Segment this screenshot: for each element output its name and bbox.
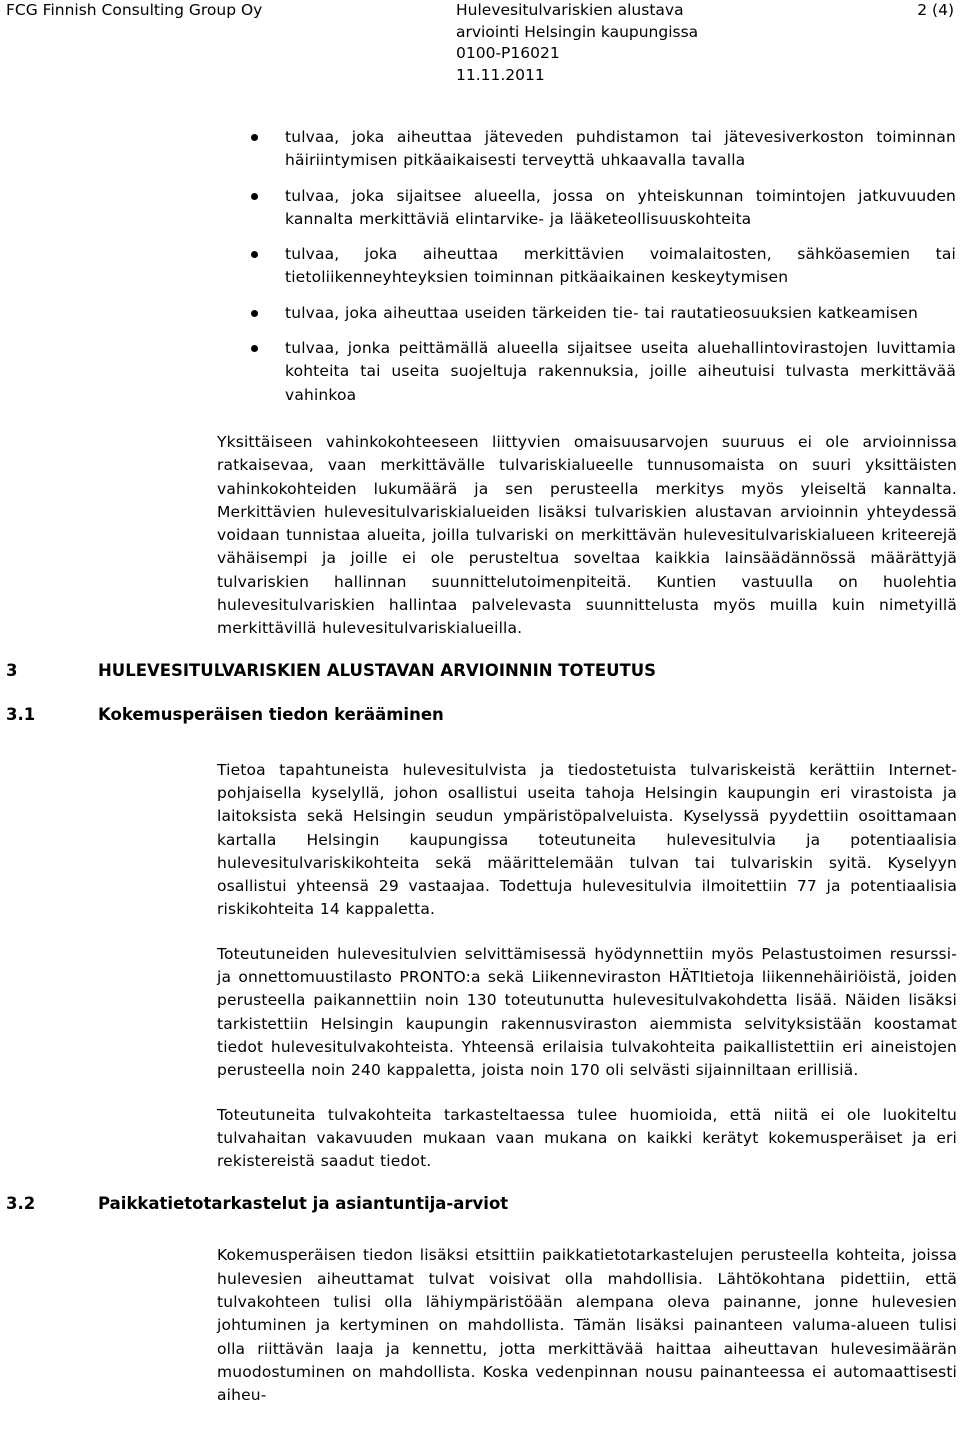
company-name: FCG Finnish Consulting Group Oy xyxy=(6,1,263,19)
document-title-line1: Hulevesitulvariskien alustava xyxy=(456,1,684,19)
list-item: tulvaa, joka sijaitsee alueella, jossa on yhteiskunnan toimintojen jatkuvuuden kannalta merkittäviä elintarvike- ja lääketeollisuuskohteita xyxy=(0,185,956,232)
section-title: Paikkatietotarkastelut ja asiantuntija-arviot xyxy=(98,1194,509,1214)
section-title: Kokemusperäisen tiedon kerääminen xyxy=(98,704,444,724)
list-item: tulvaa, joka aiheuttaa merkittävien voimalaitosten, sähköasemien tai tietoliikenneyhteyksien toiminnan pitkäaikainen keskeytymisen xyxy=(0,243,956,290)
section-number: 3 xyxy=(6,660,18,680)
criteria-list xyxy=(0,126,960,407)
section-3-1-heading xyxy=(0,705,960,729)
section-title: HULEVESITULVARISKIEN ALUSTAVAN ARVIOINNIN TOTEUTUS xyxy=(98,660,657,680)
document-info xyxy=(456,0,698,86)
list-item: tulvaa, joka aiheuttaa jäteveden puhdistamon tai jätevesiverkoston toiminnan häiriintymisen pitkäaikaisesti terveyttä uhkaavalla tavalla xyxy=(0,126,956,173)
paragraph-3-1-a: Tietoa tapahtuneista hulevesitulvista ja tiedostetuista tulvariskeistä kerättiin Internet-pohjaisella kyselyllä, johon osallistui useita tahoja Helsingin kaupungin eri virastoista ja laitoksista sekä Helsingin seudun ympäristöpalveluista. Kyselyssä pyydettiin osoittamaan kartalla Helsingin kaupungissa toteutuneita hulevesitulvia ja potentiaalisia hulevesitulvariskikohteita sekä määrittelemään tulvan tai tulvariskin syitä. Kyselyyn osallistui yhteensä 29 vastaajaa. Todettuja hulevesitulvia ilmoitettiin 77 ja potentiaalisia riskikohteita 14 kappaletta. xyxy=(217,760,957,919)
document-code: 0100-P16021 xyxy=(456,44,560,62)
section-number: 3.2 xyxy=(6,1194,36,1214)
document-title-line2: arviointi Helsingin kaupungissa xyxy=(456,22,699,41)
document-date: 11.11.2011 xyxy=(456,65,545,84)
paragraph-3-2-a: Kokemusperäisen tiedon lisäksi etsittiin paikkatietotarkastelujen perusteella kohteita, joissa hulevesien aiheuttamat tulvat voisivat olla mahdollisia. Lähtökohtana pidettiin, että tulvakohteen tulisi olla lähiympäristöään alempana oleva painanne, jonne hulevesien johtuminen ja kertyminen on mahdollista. Tämän lisäksi painanteen valuma-alueen tulisi olla riittävän laaja ja kennettu, jotta merkittävää haittaa aiheuttavan hulevesimäärän muodostuminen on mahdollista. Koska vedenpinnan nousu painanteessa ei automaattisesti aiheu- xyxy=(217,1246,957,1405)
section-3-2-heading xyxy=(0,1194,960,1218)
list-item: tulvaa, jonka peittämällä alueella sijaitsee useita aluehallintovirastojen luvittamia kohteita tai useita suojeltuja rakennuksia, joille aiheutuisi tulvasta merkittävää vahinkoa xyxy=(0,337,956,407)
page-body xyxy=(0,126,960,1407)
paragraph-intro: Yksittäiseen vahinkokohteeseen liittyvien omaisuusarvojen suuruus ei ole arvioinnissa ratkaisevaa, vaan merkittävälle tulvariskialueelle tunnusomaista on suuri yksittäisten vahinkokohteiden lukumäärä ja sen perusteella merkitys myös yleiseltä kannalta. Merkittävien hulevesitulvariskialueiden lisäksi tulvariskien alustavan arvioinnin yhteydessä voidaan tunnistaa alueita, joilla tulvariski on merkittävän hulevesitulvariskialueen kriteerejä vähäisempi ja joille ei ole perusteltua soveltaa kaikkia lainsäädännössä määrättyjä tulvariskien hallinnan suunnittelutoimenpiteitä. Kuntien vastuulla on huolehtia hulevesitulvariskien hallintaa palvelevasta suunnittelusta myös muilla kuin nimetyillä merkittävillä hulevesitulvariskialueilla. xyxy=(217,432,957,638)
section-number: 3.1 xyxy=(6,704,36,724)
paragraph-3-1-b: Toteutuneiden hulevesitulvien selvittämisessä hyödynnettiin myös Pelastustoimen resurssi- ja onnettomuustilasto PRONTO:a sekä Liikenneviraston HÄTItietoja liikennehäiriöistä, joiden perusteella paikannettiin noin 130 toteutunutta hulevesitulvakohdetta lisää. Näiden lisäksi tarkistettiin Helsingin kaupungin rakennusviraston aiemmista selvityksistään koostamat tiedot hulevesitulvakohteista. Yhteensä erilaisia tulvakohteita paikallistettiin eri aineistojen perusteella noin 240 kappaletta, joista noin 170 oli selvästi sijainniltaan erillisiä. xyxy=(217,944,957,1080)
list-item: tulvaa, joka aiheuttaa useiden tärkeiden tie- tai rautatieosuuksien katkeamisen xyxy=(0,302,956,325)
section-3-heading xyxy=(0,661,960,685)
page-number: 2 (4) xyxy=(917,1,954,19)
paragraph-3-1-c: Toteutuneita tulvakohteita tarkasteltaessa tulee huomioida, että niitä ei ole luokiteltu tulvahaitan vakavuuden mukaan vaan mukana on kaikki kerätyt kokemusperäiset ja eri rekistereistä saadut tiedot. xyxy=(217,1105,957,1171)
